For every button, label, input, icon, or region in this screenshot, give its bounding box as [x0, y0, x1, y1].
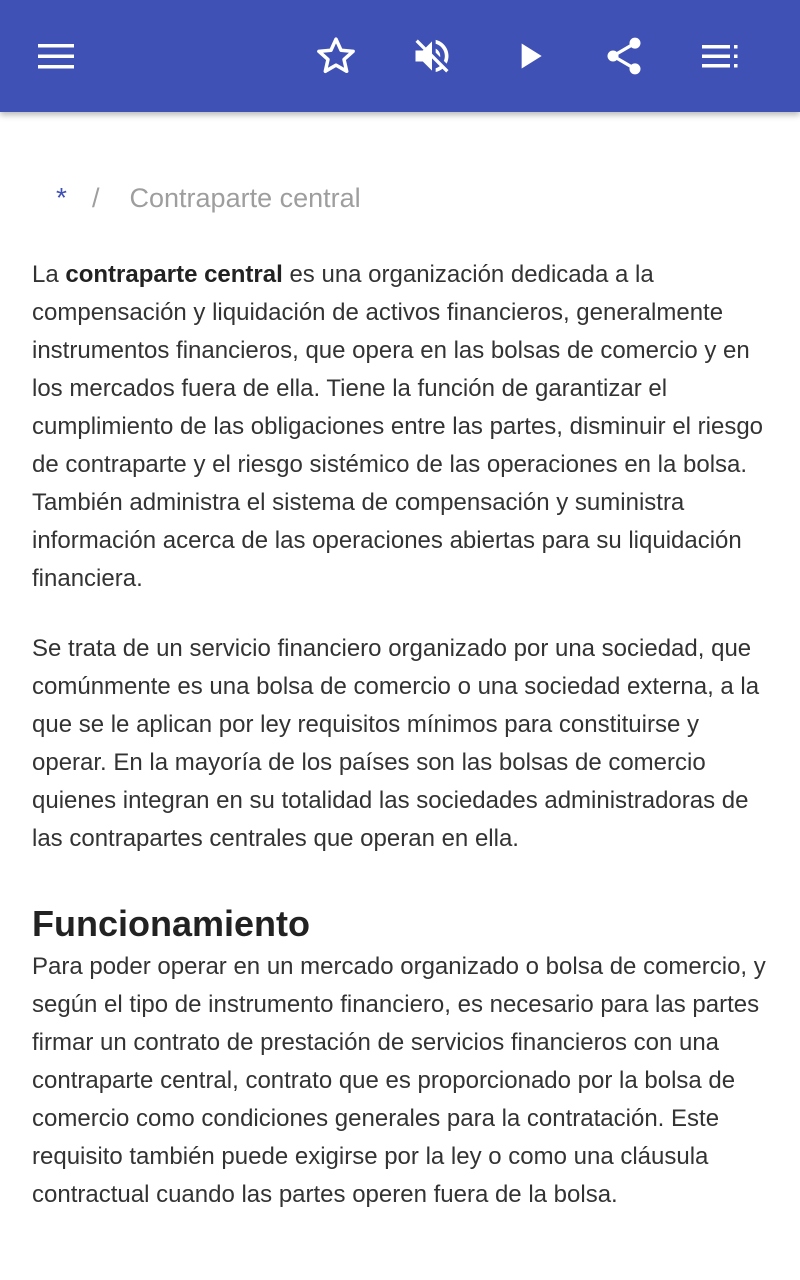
app-bar	[0, 0, 800, 112]
article-paragraph	[32, 256, 772, 598]
volume-off-icon	[410, 34, 454, 78]
hamburger-menu-icon	[36, 36, 76, 76]
table-of-contents-icon	[700, 36, 740, 76]
favorite-button[interactable]	[304, 24, 368, 88]
article-content[interactable]	[0, 112, 800, 1280]
section-heading: Funcionamiento	[32, 903, 310, 944]
star-outline-icon	[314, 34, 358, 78]
share-button[interactable]	[592, 24, 656, 88]
article-paragraph: Se trata de un servicio financiero organizado por una sociedad, que comúnmente es una bolsa de comercio o una sociedad externa, a la que se le aplican por ley requisitos mínimos para constituirse y operar. En la mayoría de los países son las bolsas de comercio quienes integran en su totalidad las sociedades administradoras de las contrapartes centrales que operan en ella.	[32, 635, 760, 852]
paragraph-rest: es una organización dedicada a la compensación y liquidación de activos financieros, generalmente instrumentos financieros, que opera en las bolsas de comercio y en los mercados fuera de ella. Tiene la función de garantizar el cumplimiento de las obligaciones entre las partes, disminuir el riesgo de contraparte y el riesgo sistémico de las operaciones en la bolsa. También administra el sistema de compensación y suministra información acerca de las operaciones abiertas para su liquidación financiera.	[32, 261, 764, 592]
play-icon	[510, 36, 550, 76]
article-paragraph: Para poder operar en un mercado organizado o bolsa de comercio, y según el tipo de instrumento financiero, es necesario para las partes firmar un contrato de prestación de servicios financieros con una contraparte central, contrato que es proporcionado por la bolsa de comercio como condiciones generales para la contratación. Este requisito también puede exigirse por la ley o como una cláusula contractual cuando las partes operen fuera de la bolsa.	[32, 953, 766, 1208]
article-body	[32, 256, 772, 1214]
breadcrumb-current: Contraparte central	[129, 183, 361, 213]
menu-button[interactable]	[24, 24, 88, 88]
breadcrumb-home-link[interactable]: *	[56, 182, 67, 213]
breadcrumb	[56, 182, 361, 214]
play-button[interactable]	[498, 24, 562, 88]
article-term-bold: contraparte central	[65, 261, 283, 288]
toc-button[interactable]	[688, 24, 752, 88]
breadcrumb-separator: /	[92, 183, 100, 213]
share-icon	[602, 34, 646, 78]
paragraph-intro: La	[32, 261, 66, 288]
mute-button[interactable]	[400, 24, 464, 88]
